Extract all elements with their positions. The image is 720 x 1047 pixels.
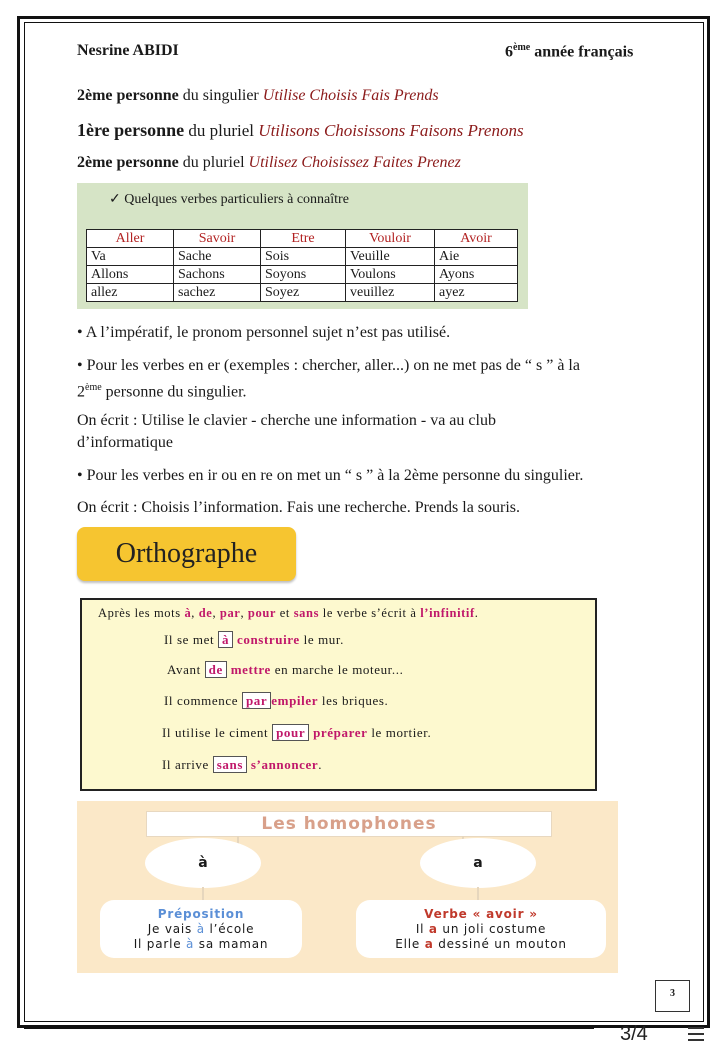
table-cell: Aie [435,248,518,266]
verbs-table [86,229,518,302]
verb-avoir-card: Verbe « avoir » Il a un joli costume Elle a dessiné un mouton [356,900,606,958]
table-cell: Sache [174,248,261,266]
homophone-a-plain: a [420,838,536,888]
homophones-panel [77,801,618,973]
page-indicator: 3/4 [620,1023,648,1045]
infinitive-rule-box [80,598,597,791]
homophone-a-accent: à [145,838,261,888]
table-cell: Soyons [261,266,346,284]
conjugation-line-2: 1ère personne du pluriel Utilisons Choisissons Faisons Prenons [77,120,524,140]
paragraph-example-2: On écrit : Choisis l’information. Fais une recherche. Prends la souris. [77,499,521,516]
table-cell: Soyez [261,284,346,302]
table-header: Etre [261,230,346,248]
preposition-example-2: Il parle à sa maman [133,937,269,951]
table-cell: ayez [435,284,518,302]
table-cell: Allons [87,266,174,284]
bottom-rule [24,1025,594,1029]
verb-avoir-example-1: Il a un joli costume [415,922,547,936]
paragraph-example-1b: d’informatique [77,434,173,451]
table-row [87,248,518,266]
table-cell: Veuille [346,248,435,266]
checkmark-icon: ✓ [109,192,121,207]
table-cell: allez [87,284,174,302]
conjugation-line-3: 2ème personne du pluriel Utilisez Choisissez Faites Prenez [77,154,461,171]
special-verbs-title: ✓ Quelques verbes particuliers à connaître [109,192,349,207]
connector-line [202,887,204,901]
rule-example-3: Il commence par empiler les briques. [164,693,389,708]
table-row [87,284,518,302]
table-cell: Sachons [174,266,261,284]
table-header-row [87,230,518,248]
rule-example-1: Il se met à construire le mur. [164,632,344,647]
rule-intro: Après les mots à, de, par, pour et sans le verbe s’écrit à l’infinitif. [98,606,479,620]
table-cell: veuillez [346,284,435,302]
paragraph-er-verbs-1: • Pour les verbes en er (exemples : chercher, aller...) on ne met pas de “ s ” à la [77,357,580,374]
paragraph-ir-re-verbs: • Pour les verbes en ir ou en re on met un “ s ” à la 2ème personne du singulier. [77,467,584,484]
rule-example-2: Avant de mettre en marche le moteur... [167,662,404,677]
table-cell: sachez [174,284,261,302]
author-name: Nesrine ABIDI [77,42,179,59]
table-cell: Va [87,248,174,266]
table-header: Vouloir [346,230,435,248]
table-header: Avoir [435,230,518,248]
menu-lines-icon [688,1023,704,1045]
connector-line [477,887,479,901]
paragraph-imperative: • A l’impératif, le pronom personnel sujet n’est pas utilisé. [77,324,451,341]
page-number-box: 3 [655,980,690,1012]
table-row [87,266,518,284]
homophones-title: Les homophones [146,811,552,837]
special-verbs-box [77,183,528,309]
class-level: 6ème année français [505,42,634,61]
table-header: Aller [87,230,174,248]
rule-example-5: Il arrive sans s’annoncer. [162,757,323,772]
orthographe-heading: Orthographe [77,527,296,581]
table-cell: Ayons [435,266,518,284]
preposition-card: Préposition Je vais à l’école Il parle à sa maman [100,900,302,958]
conjugation-line-1: 2ème personne du singulier Utilise Choisis Fais Prends [77,87,439,104]
preposition-example-1: Je vais à l’école [147,922,255,936]
rule-example-4: Il utilise le ciment pour préparer le mortier. [162,725,432,740]
table-cell: Sois [261,248,346,266]
table-cell: Voulons [346,266,435,284]
paragraph-example-1a: On écrit : Utilise le clavier - cherche une information - va au club [77,412,496,429]
paragraph-er-verbs-2: 2ème personne du singulier. [77,382,247,401]
table-header: Savoir [174,230,261,248]
verb-avoir-example-2: Elle a dessiné un mouton [395,937,567,951]
